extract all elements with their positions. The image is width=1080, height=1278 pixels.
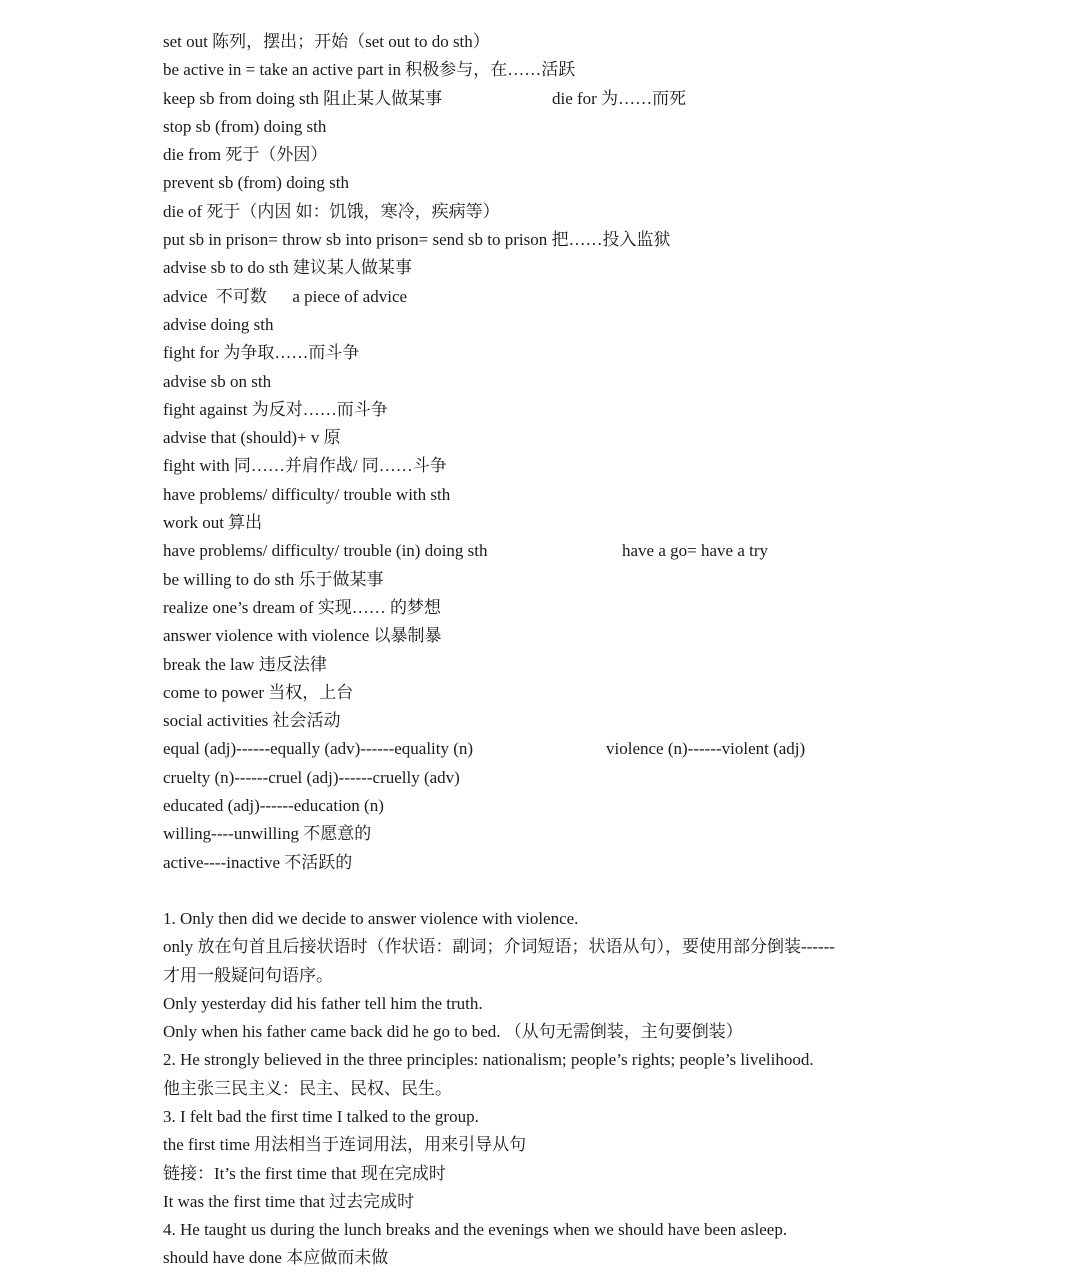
note-line: 才用一般疑问句语序。 [163,965,333,985]
vocab-line: have problems/ difficulty/ trouble with sth [163,484,451,504]
note-line: the first time 用法相当于连词用法，用来引导从句 [163,1135,527,1155]
vocab-line: keep sb from doing sth 阻止某人做某事 die for 为……而死 [163,85,1043,113]
vocab-line: educated (adj)------education (n) [163,796,384,816]
vocab-line: die of 死于（内因 如：饥饿，寒冷，疾病等） [163,201,500,221]
vocab-second-column: violence (n)------violent (adj) [606,739,806,759]
vocab-line: set out 陈列，摆出；开始（set out to do sth） [163,32,490,51]
vocab-line: come to power 当权，上台 [163,682,354,702]
document-body [163,28,1043,1273]
vocab-line: be active in = take an active part in 积极参与，在……活跃 [163,60,576,80]
vocab-line: realize one’s dream of 实现…… 的梦想 [163,597,442,617]
vocab-line: advice 不可数 a piece of advice [163,286,408,306]
blank-line [163,877,1043,905]
sentence-heading: 2. He strongly believed in the three principles: nationalism; people’s rights; people’s livelihood. [163,1050,814,1070]
vocab-line: put sb in prison= throw sb into prison= send sb to prison 把……投入监狱 [163,230,671,250]
vocab-line: work out 算出 [163,513,263,533]
vocab-line: fight against 为反对……而斗争 [163,399,388,419]
vocab-line: advise sb to do sth 建议某人做某事 [163,258,412,278]
vocab-line: fight with 同……并肩作战/ 同……斗争 [163,456,447,476]
sentence-notes [163,905,1043,1273]
vocab-line: stop sb (from) doing sth [163,116,327,136]
vocab-line: fight for 为争取……而斗争 [163,343,360,363]
example-line: Only when his father came back did he go to bed. （从句无需倒装，主句要倒装） [163,1022,743,1042]
note-line: only 放在句首且后接状语时（作状语：副词；介词短语；状语从句），要使用部分倒装------ [163,937,835,957]
note-line: 链接：It’s the first time that 现在完成时 [163,1163,446,1183]
vocab-line: break the law 违反法律 [163,654,327,674]
note-line: It was the first time that 过去完成时 [163,1191,415,1211]
sentence-heading: 1. Only then did we decide to answer violence with violence. [163,908,579,928]
vocab-line: advise sb on sth [163,371,272,391]
vocab-line: be willing to do sth 乐于做某事 [163,569,384,589]
vocab-line: social activities 社会活动 [163,711,341,731]
vocab-line: have problems/ difficulty/ trouble (in) doing sth have a go= have a try [163,537,1043,565]
vocab-line: equal (adj)------equally (adv)------equality (n) violence (n)------violent (adj) [163,735,1043,763]
note-line: should have done 本应做而未做 [163,1248,389,1268]
vocab-line: die from 死于（外因） [163,145,328,165]
vocab-line: advise that (should)+ v 原 [163,428,341,448]
vocab-line: active----inactive 不活跃的 [163,852,353,872]
vocab-list [163,28,1043,877]
vocab-second-column: die for 为……而死 [552,88,687,108]
vocab-line: advise doing sth [163,314,274,334]
note-line: 他主张三民主义：民主、民权、民生。 [163,1078,452,1098]
vocab-second-column: have a go= have a try [622,541,768,561]
vocab-line: willing----unwilling 不愿意的 [163,824,372,844]
example-line: Only yesterday did his father tell him the truth. [163,993,483,1013]
vocab-line: cruelty (n)------cruel (adj)------cruelly (adv) [163,767,460,787]
vocab-line: answer violence with violence 以暴制暴 [163,626,442,646]
vocab-line: prevent sb (from) doing sth [163,173,350,193]
sentence-heading: 3. I felt bad the first time I talked to the group. [163,1106,479,1126]
sentence-heading: 4. He taught us during the lunch breaks and the evenings when we should have been asleep. [163,1220,788,1240]
